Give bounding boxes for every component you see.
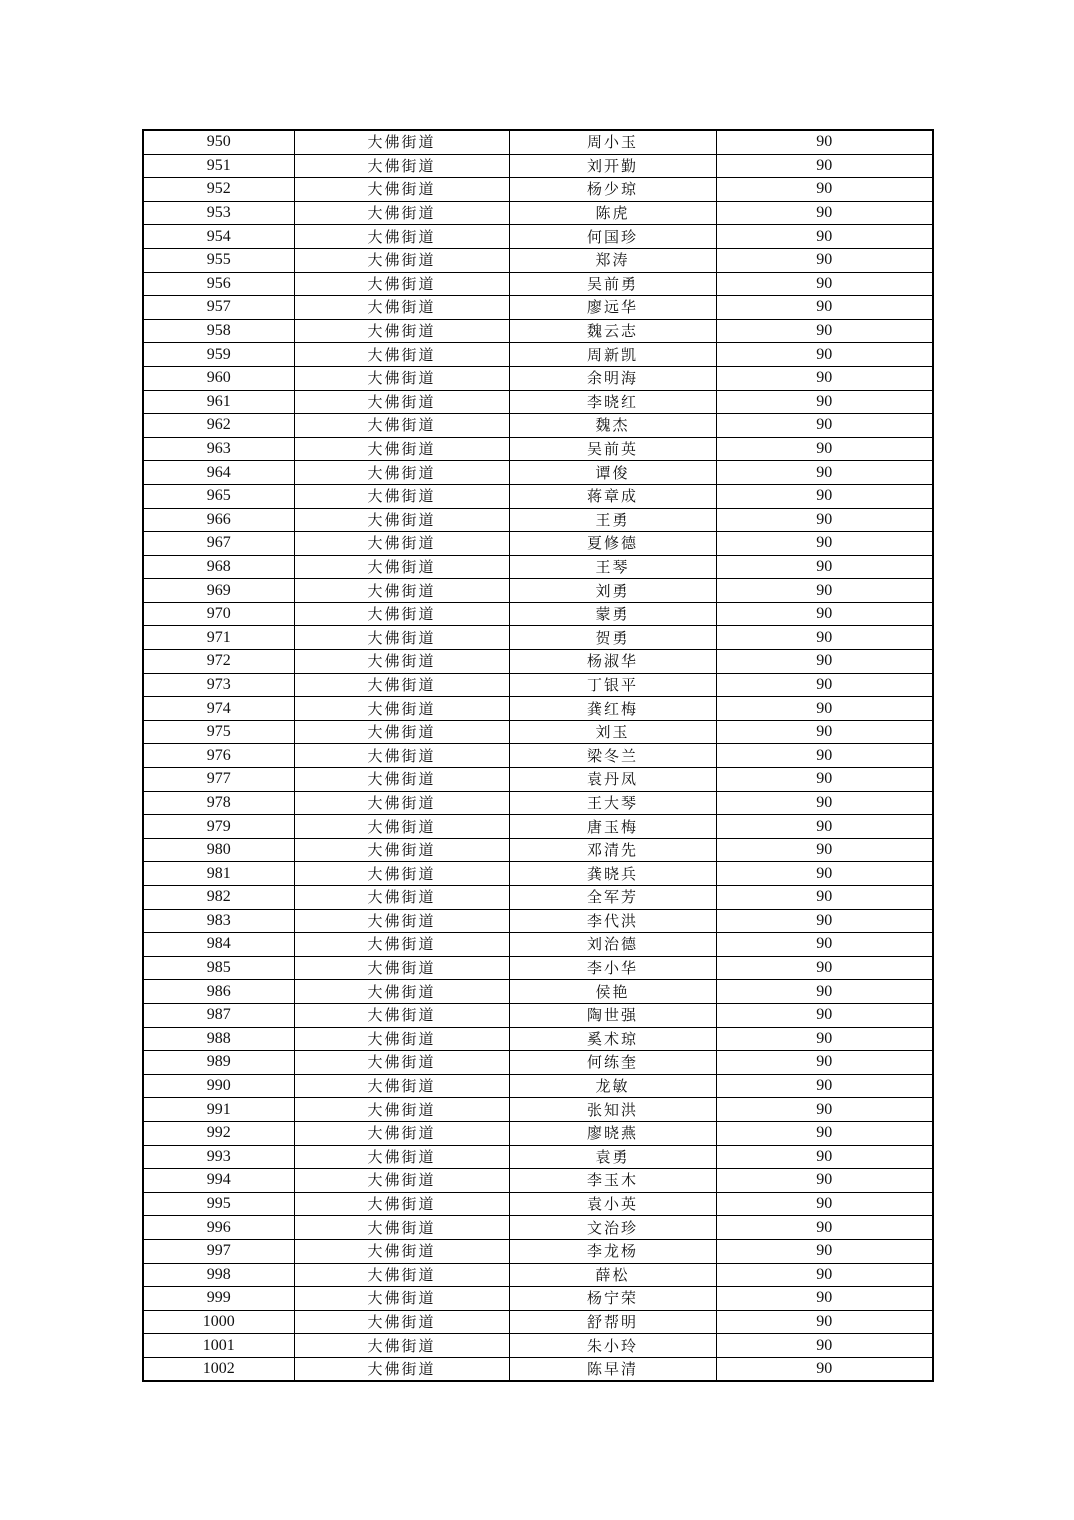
street-cell: 大佛街道	[294, 933, 509, 957]
table-row	[143, 815, 933, 839]
score-cell: 90	[716, 130, 933, 154]
person-name-cell: 廖远华	[509, 296, 716, 320]
table-row	[143, 1192, 933, 1216]
table-row	[143, 1003, 933, 1027]
table-row	[143, 1357, 933, 1381]
person-name-cell: 李玉木	[509, 1169, 716, 1193]
row-number-cell: 986	[143, 980, 294, 1004]
score-cell: 90	[716, 296, 933, 320]
table-row	[143, 414, 933, 438]
score-cell: 90	[716, 933, 933, 957]
person-name-cell: 蒋章成	[509, 484, 716, 508]
score-cell: 90	[716, 862, 933, 886]
table-row	[143, 697, 933, 721]
row-number-cell: 961	[143, 390, 294, 414]
table-row	[143, 366, 933, 390]
table-row	[143, 1310, 933, 1334]
street-cell: 大佛街道	[294, 791, 509, 815]
person-name-cell: 郑涛	[509, 248, 716, 272]
table-row	[143, 343, 933, 367]
score-cell: 90	[716, 626, 933, 650]
street-cell: 大佛街道	[294, 1287, 509, 1311]
table-row	[143, 1051, 933, 1075]
street-cell: 大佛街道	[294, 130, 509, 154]
table-row	[143, 248, 933, 272]
row-number-cell: 984	[143, 933, 294, 957]
person-name-cell: 王勇	[509, 508, 716, 532]
score-cell: 90	[716, 1098, 933, 1122]
row-number-cell: 1000	[143, 1310, 294, 1334]
table-row	[143, 1169, 933, 1193]
score-cell: 90	[716, 768, 933, 792]
row-number-cell: 971	[143, 626, 294, 650]
person-name-cell: 龚红梅	[509, 697, 716, 721]
street-cell: 大佛街道	[294, 838, 509, 862]
row-number-cell: 955	[143, 248, 294, 272]
row-number-cell: 972	[143, 650, 294, 674]
street-cell: 大佛街道	[294, 1027, 509, 1051]
street-cell: 大佛街道	[294, 508, 509, 532]
table-row	[143, 720, 933, 744]
score-cell: 90	[716, 838, 933, 862]
street-cell: 大佛街道	[294, 697, 509, 721]
row-number-cell: 958	[143, 319, 294, 343]
person-name-cell: 王大琴	[509, 791, 716, 815]
score-cell: 90	[716, 1121, 933, 1145]
score-cell: 90	[716, 579, 933, 603]
table-row	[143, 532, 933, 556]
street-cell: 大佛街道	[294, 461, 509, 485]
street-cell: 大佛街道	[294, 201, 509, 225]
table-row	[143, 225, 933, 249]
score-cell: 90	[716, 1239, 933, 1263]
roster-table	[142, 129, 934, 1382]
row-number-cell: 951	[143, 154, 294, 178]
street-cell: 大佛街道	[294, 248, 509, 272]
score-cell: 90	[716, 1003, 933, 1027]
person-name-cell: 袁勇	[509, 1145, 716, 1169]
table-row	[143, 1145, 933, 1169]
row-number-cell: 982	[143, 886, 294, 910]
person-name-cell: 龙敏	[509, 1074, 716, 1098]
person-name-cell: 吴前勇	[509, 272, 716, 296]
row-number-cell: 970	[143, 602, 294, 626]
score-cell: 90	[716, 602, 933, 626]
person-name-cell: 龚晓兵	[509, 862, 716, 886]
score-cell: 90	[716, 532, 933, 556]
score-cell: 90	[716, 1051, 933, 1075]
table-row	[143, 484, 933, 508]
row-number-cell: 989	[143, 1051, 294, 1075]
score-cell: 90	[716, 1334, 933, 1358]
person-name-cell: 刘开勤	[509, 154, 716, 178]
street-cell: 大佛街道	[294, 154, 509, 178]
row-number-cell: 987	[143, 1003, 294, 1027]
person-name-cell: 袁丹凤	[509, 768, 716, 792]
table-row	[143, 555, 933, 579]
street-cell: 大佛街道	[294, 1074, 509, 1098]
table-row	[143, 744, 933, 768]
table-row	[143, 956, 933, 980]
row-number-cell: 1002	[143, 1357, 294, 1381]
table-row	[143, 319, 933, 343]
row-number-cell: 992	[143, 1121, 294, 1145]
street-cell: 大佛街道	[294, 720, 509, 744]
row-number-cell: 962	[143, 414, 294, 438]
table-row	[143, 201, 933, 225]
person-name-cell: 刘治德	[509, 933, 716, 957]
table-row	[143, 650, 933, 674]
table-row	[143, 909, 933, 933]
score-cell: 90	[716, 508, 933, 532]
score-cell: 90	[716, 414, 933, 438]
score-cell: 90	[716, 1357, 933, 1381]
row-number-cell: 973	[143, 673, 294, 697]
street-cell: 大佛街道	[294, 1263, 509, 1287]
street-cell: 大佛街道	[294, 1145, 509, 1169]
person-name-cell: 周小玉	[509, 130, 716, 154]
table-row	[143, 1239, 933, 1263]
row-number-cell: 995	[143, 1192, 294, 1216]
row-number-cell: 952	[143, 178, 294, 202]
score-cell: 90	[716, 461, 933, 485]
person-name-cell: 李晓红	[509, 390, 716, 414]
score-cell: 90	[716, 248, 933, 272]
street-cell: 大佛街道	[294, 555, 509, 579]
table-row	[143, 838, 933, 862]
row-number-cell: 969	[143, 579, 294, 603]
score-cell: 90	[716, 555, 933, 579]
person-name-cell: 杨宁荣	[509, 1287, 716, 1311]
table-row	[143, 886, 933, 910]
street-cell: 大佛街道	[294, 602, 509, 626]
row-number-cell: 990	[143, 1074, 294, 1098]
person-name-cell: 李小华	[509, 956, 716, 980]
row-number-cell: 976	[143, 744, 294, 768]
street-cell: 大佛街道	[294, 414, 509, 438]
street-cell: 大佛街道	[294, 744, 509, 768]
score-cell: 90	[716, 791, 933, 815]
score-cell: 90	[716, 437, 933, 461]
score-cell: 90	[716, 1263, 933, 1287]
street-cell: 大佛街道	[294, 296, 509, 320]
score-cell: 90	[716, 319, 933, 343]
person-name-cell: 梁冬兰	[509, 744, 716, 768]
street-cell: 大佛街道	[294, 390, 509, 414]
row-number-cell: 996	[143, 1216, 294, 1240]
table-row	[143, 390, 933, 414]
table-row	[143, 1287, 933, 1311]
score-cell: 90	[716, 1145, 933, 1169]
score-cell: 90	[716, 484, 933, 508]
row-number-cell: 956	[143, 272, 294, 296]
person-name-cell: 李龙杨	[509, 1239, 716, 1263]
row-number-cell: 993	[143, 1145, 294, 1169]
score-cell: 90	[716, 1169, 933, 1193]
person-name-cell: 何国珍	[509, 225, 716, 249]
street-cell: 大佛街道	[294, 768, 509, 792]
person-name-cell: 何练奎	[509, 1051, 716, 1075]
street-cell: 大佛街道	[294, 673, 509, 697]
street-cell: 大佛街道	[294, 1216, 509, 1240]
street-cell: 大佛街道	[294, 1239, 509, 1263]
row-number-cell: 999	[143, 1287, 294, 1311]
person-name-cell: 舒帮明	[509, 1310, 716, 1334]
score-cell: 90	[716, 272, 933, 296]
score-cell: 90	[716, 154, 933, 178]
row-number-cell: 975	[143, 720, 294, 744]
table-row	[143, 1074, 933, 1098]
person-name-cell: 文治珍	[509, 1216, 716, 1240]
person-name-cell: 王琴	[509, 555, 716, 579]
table-row	[143, 1121, 933, 1145]
score-cell: 90	[716, 343, 933, 367]
person-name-cell: 朱小玲	[509, 1334, 716, 1358]
person-name-cell: 张知洪	[509, 1098, 716, 1122]
street-cell: 大佛街道	[294, 484, 509, 508]
score-cell: 90	[716, 697, 933, 721]
person-name-cell: 刘玉	[509, 720, 716, 744]
person-name-cell: 夏修德	[509, 532, 716, 556]
person-name-cell: 全军芳	[509, 886, 716, 910]
table-row	[143, 296, 933, 320]
score-cell: 90	[716, 909, 933, 933]
score-cell: 90	[716, 956, 933, 980]
score-cell: 90	[716, 673, 933, 697]
table-row	[143, 791, 933, 815]
street-cell: 大佛街道	[294, 1003, 509, 1027]
street-cell: 大佛街道	[294, 437, 509, 461]
row-number-cell: 954	[143, 225, 294, 249]
street-cell: 大佛街道	[294, 1192, 509, 1216]
table-row	[143, 579, 933, 603]
table-row	[143, 980, 933, 1004]
row-number-cell: 981	[143, 862, 294, 886]
table-row	[143, 1216, 933, 1240]
street-cell: 大佛街道	[294, 225, 509, 249]
score-cell: 90	[716, 815, 933, 839]
table-row	[143, 768, 933, 792]
row-number-cell: 957	[143, 296, 294, 320]
street-cell: 大佛街道	[294, 626, 509, 650]
score-cell: 90	[716, 886, 933, 910]
score-cell: 90	[716, 201, 933, 225]
street-cell: 大佛街道	[294, 980, 509, 1004]
person-name-cell: 李代洪	[509, 909, 716, 933]
street-cell: 大佛街道	[294, 886, 509, 910]
table-row	[143, 178, 933, 202]
person-name-cell: 丁银平	[509, 673, 716, 697]
row-number-cell: 985	[143, 956, 294, 980]
row-number-cell: 979	[143, 815, 294, 839]
score-cell: 90	[716, 225, 933, 249]
street-cell: 大佛街道	[294, 1169, 509, 1193]
row-number-cell: 968	[143, 555, 294, 579]
score-cell: 90	[716, 1287, 933, 1311]
row-number-cell: 998	[143, 1263, 294, 1287]
row-number-cell: 966	[143, 508, 294, 532]
person-name-cell: 陈早清	[509, 1357, 716, 1381]
person-name-cell: 陈虎	[509, 201, 716, 225]
table-row	[143, 673, 933, 697]
street-cell: 大佛街道	[294, 1121, 509, 1145]
table-row	[143, 508, 933, 532]
row-number-cell: 991	[143, 1098, 294, 1122]
row-number-cell: 959	[143, 343, 294, 367]
score-cell: 90	[716, 650, 933, 674]
person-name-cell: 魏云志	[509, 319, 716, 343]
person-name-cell: 周新凯	[509, 343, 716, 367]
score-cell: 90	[716, 178, 933, 202]
person-name-cell: 廖晓燕	[509, 1121, 716, 1145]
row-number-cell: 1001	[143, 1334, 294, 1358]
person-name-cell: 邓清先	[509, 838, 716, 862]
street-cell: 大佛街道	[294, 579, 509, 603]
person-name-cell: 侯艳	[509, 980, 716, 1004]
row-number-cell: 978	[143, 791, 294, 815]
street-cell: 大佛街道	[294, 1357, 509, 1381]
row-number-cell: 974	[143, 697, 294, 721]
row-number-cell: 988	[143, 1027, 294, 1051]
roster-table-body	[143, 130, 933, 1381]
person-name-cell: 刘勇	[509, 579, 716, 603]
table-row	[143, 130, 933, 154]
row-number-cell: 977	[143, 768, 294, 792]
person-name-cell: 余明海	[509, 366, 716, 390]
person-name-cell: 魏杰	[509, 414, 716, 438]
score-cell: 90	[716, 1074, 933, 1098]
table-row	[143, 461, 933, 485]
street-cell: 大佛街道	[294, 272, 509, 296]
person-name-cell: 唐玉梅	[509, 815, 716, 839]
person-name-cell: 袁小英	[509, 1192, 716, 1216]
table-row	[143, 626, 933, 650]
row-number-cell: 963	[143, 437, 294, 461]
score-cell: 90	[716, 980, 933, 1004]
person-name-cell: 杨少琼	[509, 178, 716, 202]
table-row	[143, 1098, 933, 1122]
street-cell: 大佛街道	[294, 1334, 509, 1358]
person-name-cell: 陶世强	[509, 1003, 716, 1027]
row-number-cell: 950	[143, 130, 294, 154]
table-row	[143, 437, 933, 461]
row-number-cell: 983	[143, 909, 294, 933]
person-name-cell: 杨淑华	[509, 650, 716, 674]
person-name-cell: 贺勇	[509, 626, 716, 650]
table-row	[143, 602, 933, 626]
score-cell: 90	[716, 744, 933, 768]
person-name-cell: 谭俊	[509, 461, 716, 485]
row-number-cell: 953	[143, 201, 294, 225]
score-cell: 90	[716, 390, 933, 414]
street-cell: 大佛街道	[294, 956, 509, 980]
row-number-cell: 967	[143, 532, 294, 556]
street-cell: 大佛街道	[294, 862, 509, 886]
score-cell: 90	[716, 1192, 933, 1216]
score-cell: 90	[716, 720, 933, 744]
row-number-cell: 964	[143, 461, 294, 485]
row-number-cell: 980	[143, 838, 294, 862]
score-cell: 90	[716, 1310, 933, 1334]
street-cell: 大佛街道	[294, 1051, 509, 1075]
street-cell: 大佛街道	[294, 650, 509, 674]
person-name-cell: 薛松	[509, 1263, 716, 1287]
person-name-cell: 蒙勇	[509, 602, 716, 626]
table-row	[143, 272, 933, 296]
street-cell: 大佛街道	[294, 532, 509, 556]
score-cell: 90	[716, 366, 933, 390]
street-cell: 大佛街道	[294, 319, 509, 343]
street-cell: 大佛街道	[294, 815, 509, 839]
table-row	[143, 1027, 933, 1051]
row-number-cell: 994	[143, 1169, 294, 1193]
person-name-cell: 奚术琼	[509, 1027, 716, 1051]
street-cell: 大佛街道	[294, 1098, 509, 1122]
row-number-cell: 997	[143, 1239, 294, 1263]
street-cell: 大佛街道	[294, 1310, 509, 1334]
table-row	[143, 1263, 933, 1287]
street-cell: 大佛街道	[294, 178, 509, 202]
table-row	[143, 862, 933, 886]
street-cell: 大佛街道	[294, 909, 509, 933]
score-cell: 90	[716, 1216, 933, 1240]
table-row	[143, 154, 933, 178]
street-cell: 大佛街道	[294, 366, 509, 390]
table-row	[143, 933, 933, 957]
street-cell: 大佛街道	[294, 343, 509, 367]
score-cell: 90	[716, 1027, 933, 1051]
row-number-cell: 960	[143, 366, 294, 390]
person-name-cell: 吴前英	[509, 437, 716, 461]
row-number-cell: 965	[143, 484, 294, 508]
table-row	[143, 1334, 933, 1358]
